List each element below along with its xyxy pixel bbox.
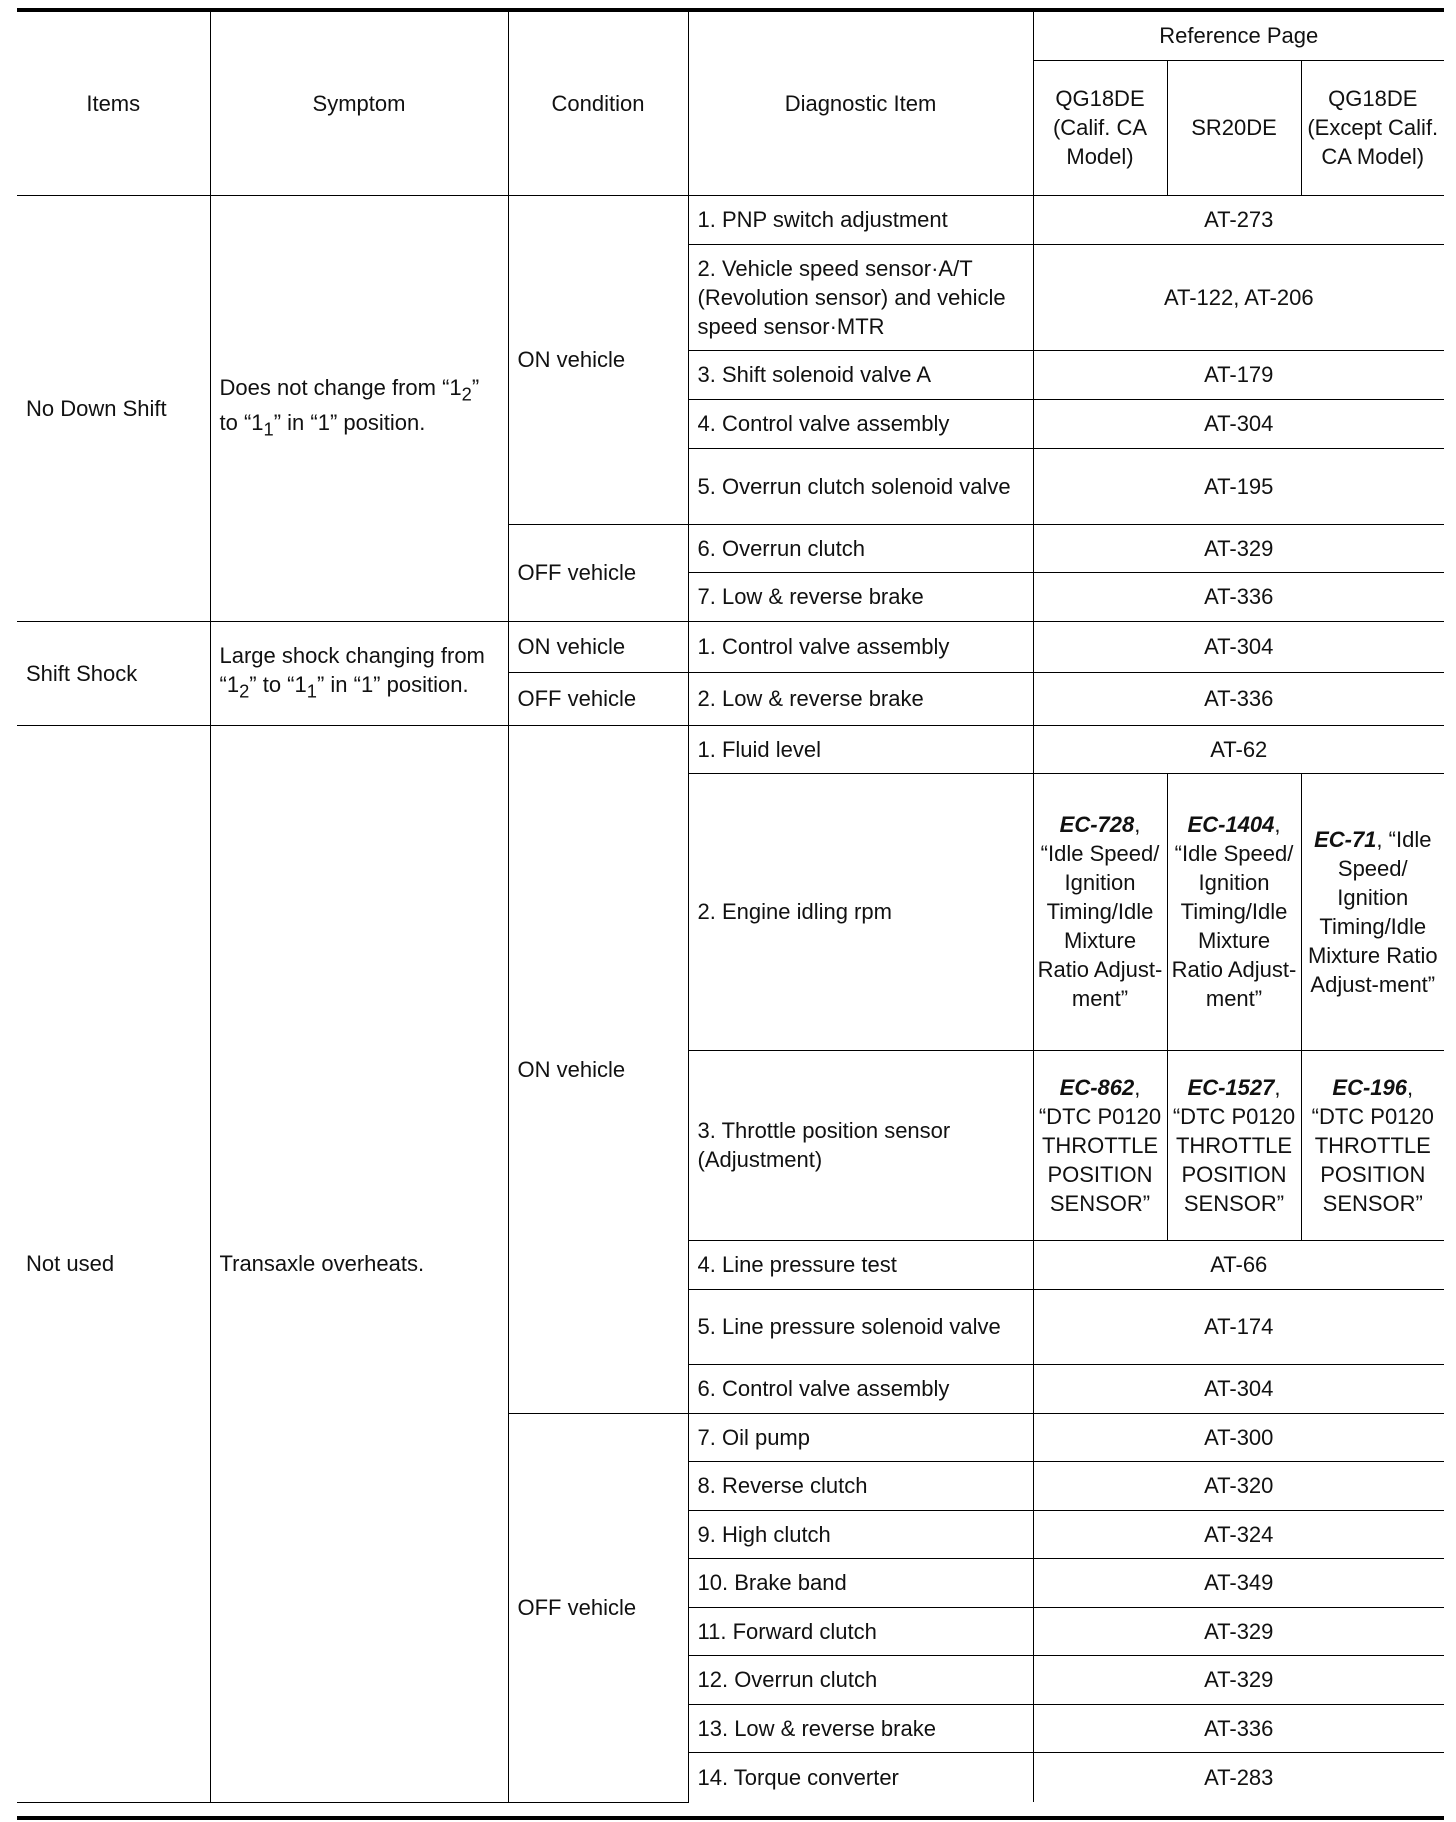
diag-item: 8. Reverse clutch bbox=[688, 1461, 1033, 1510]
ref-page: AT-324 bbox=[1033, 1510, 1444, 1558]
ref-page: AT-283 bbox=[1033, 1752, 1444, 1802]
symptom-not-used: Transaxle overheats. bbox=[210, 725, 508, 1802]
diag-item: 13. Low & reverse brake bbox=[688, 1704, 1033, 1752]
ref-page: AT-329 bbox=[1033, 1607, 1444, 1655]
ref-qg18de-except: EC-196, “DTC P0120 THROTTLE POSITION SENSOR” bbox=[1301, 1050, 1444, 1240]
header-condition: Condition bbox=[508, 12, 688, 195]
diag-item: 1. Control valve assembly bbox=[688, 621, 1033, 672]
condition-off-vehicle: OFF vehicle bbox=[508, 524, 688, 621]
diag-item: 7. Oil pump bbox=[688, 1413, 1033, 1461]
diag-item: 4. Line pressure test bbox=[688, 1240, 1033, 1289]
condition-on-vehicle: ON vehicle bbox=[508, 621, 688, 672]
diag-item: 5. Overrun clutch solenoid valve bbox=[688, 448, 1033, 524]
ref-sr20de: EC-1404, “Idle Speed/ Ignition Timing/Idle Mixture Ratio Adjust-ment” bbox=[1167, 773, 1301, 1050]
ref-qg18de-calif: EC-862, “DTC P0120 THROTTLE POSITION SENSOR” bbox=[1033, 1050, 1167, 1240]
ref-page: AT-122, AT-206 bbox=[1033, 244, 1444, 350]
diag-item: 5. Line pressure solenoid valve bbox=[688, 1289, 1033, 1364]
ref-page: AT-329 bbox=[1033, 524, 1444, 572]
ref-qg18de-except: EC-71, “Idle Speed/ Ignition Timing/Idle Mixture Ratio Adjust-ment” bbox=[1301, 773, 1444, 1050]
condition-on-vehicle: ON vehicle bbox=[508, 725, 688, 1413]
ref-page: AT-329 bbox=[1033, 1655, 1444, 1704]
ref-page: AT-336 bbox=[1033, 672, 1444, 725]
diag-item: 2. Low & reverse brake bbox=[688, 672, 1033, 725]
ref-page: AT-300 bbox=[1033, 1413, 1444, 1461]
diag-item: 9. High clutch bbox=[688, 1510, 1033, 1558]
header-sr20de: SR20DE bbox=[1167, 60, 1301, 195]
diag-item: 1. PNP switch adjustment bbox=[688, 195, 1033, 244]
ref-sr20de: EC-1527, “DTC P0120 THROTTLE POSITION SENSOR” bbox=[1167, 1050, 1301, 1240]
ref-page: AT-195 bbox=[1033, 448, 1444, 524]
header-items: Items bbox=[17, 12, 210, 195]
symptom-no-down-shift: Does not change from “$1_2$” to “$1_1$” in “1” position. bbox=[210, 195, 508, 621]
diag-item: 4. Control valve assembly bbox=[688, 399, 1033, 448]
header-symptom: Symptom bbox=[210, 12, 508, 195]
diag-item: 3. Shift solenoid valve A bbox=[688, 350, 1033, 399]
diagnostic-table-page bbox=[17, 8, 1444, 1820]
diag-item: 14. Torque converter bbox=[688, 1752, 1033, 1802]
ref-page: AT-336 bbox=[1033, 1704, 1444, 1752]
header-qg18de-except: QG18DE (Except Calif. CA Model) bbox=[1301, 60, 1444, 195]
condition-off-vehicle: OFF vehicle bbox=[508, 672, 688, 725]
diag-item: 2. Vehicle speed sensor·A/T (Revolution sensor) and vehicle speed sensor·MTR bbox=[688, 244, 1033, 350]
header-reference-page: Reference Page bbox=[1033, 12, 1444, 60]
ref-page: AT-304 bbox=[1033, 621, 1444, 672]
diag-item: 11. Forward clutch bbox=[688, 1607, 1033, 1655]
ref-page: AT-336 bbox=[1033, 572, 1444, 621]
diag-item: 10. Brake band bbox=[688, 1558, 1033, 1607]
ref-page: AT-304 bbox=[1033, 1364, 1444, 1413]
ref-page: AT-66 bbox=[1033, 1240, 1444, 1289]
item-shift-shock: Shift Shock bbox=[17, 621, 210, 725]
item-not-used: Not used bbox=[17, 725, 210, 1802]
diag-item: 6. Overrun clutch bbox=[688, 524, 1033, 572]
ref-page: AT-304 bbox=[1033, 399, 1444, 448]
ref-page: AT-174 bbox=[1033, 1289, 1444, 1364]
header-diagnostic-item: Diagnostic Item bbox=[688, 12, 1033, 195]
ref-page: AT-320 bbox=[1033, 1461, 1444, 1510]
diag-item: 1. Fluid level bbox=[688, 725, 1033, 773]
condition-off-vehicle: OFF vehicle bbox=[508, 1413, 688, 1802]
diagnostic-table bbox=[17, 12, 1444, 1803]
ref-page: AT-179 bbox=[1033, 350, 1444, 399]
ref-page: AT-273 bbox=[1033, 195, 1444, 244]
header-qg18de-calif: QG18DE (Calif. CA Model) bbox=[1033, 60, 1167, 195]
item-no-down-shift: No Down Shift bbox=[17, 195, 210, 621]
diag-item: 2. Engine idling rpm bbox=[688, 773, 1033, 1050]
ref-qg18de-calif: EC-728, “Idle Speed/ Ignition Timing/Idle Mixture Ratio Adjust-ment” bbox=[1033, 773, 1167, 1050]
diag-item: 3. Throttle position sensor (Adjustment) bbox=[688, 1050, 1033, 1240]
diag-item: 7. Low & reverse brake bbox=[688, 572, 1033, 621]
ref-page: AT-349 bbox=[1033, 1558, 1444, 1607]
symptom-shift-shock: Large shock changing from “$1_2$” to “$1_1$” in “1” position. bbox=[210, 621, 508, 725]
diag-item: 12. Overrun clutch bbox=[688, 1655, 1033, 1704]
diag-item: 6. Control valve assembly bbox=[688, 1364, 1033, 1413]
condition-on-vehicle: ON vehicle bbox=[508, 195, 688, 524]
ref-page: AT-62 bbox=[1033, 725, 1444, 773]
